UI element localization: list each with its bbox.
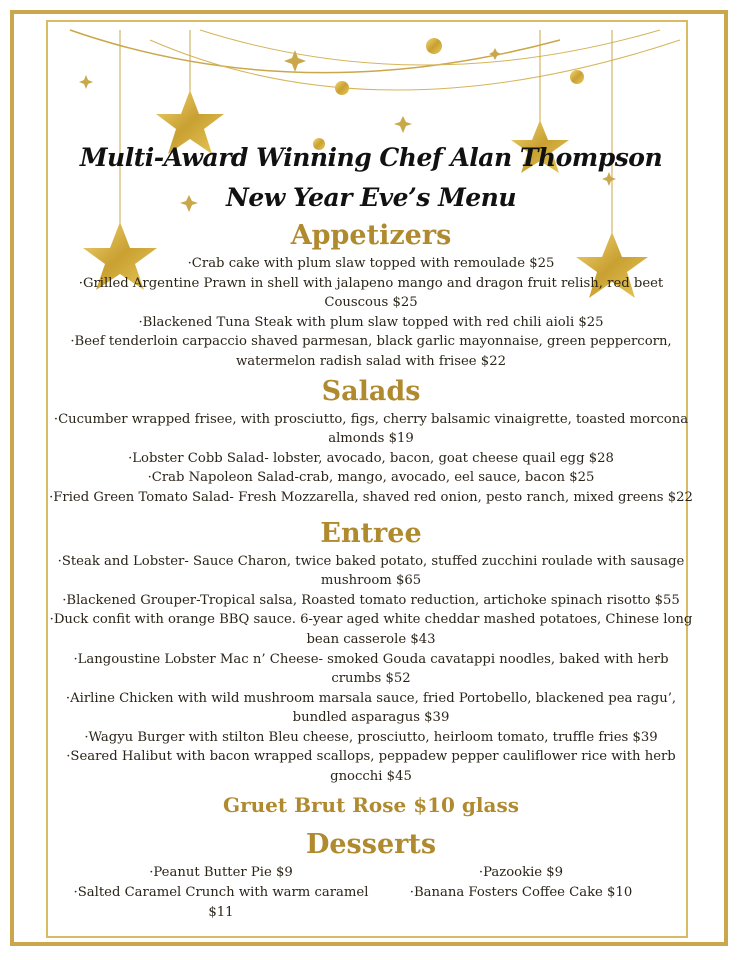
list-item: ·Fried Green Tomato Salad- Fresh Mozzarella, shaved red onion, pesto ranch, mixed greens $22 (49, 489, 693, 505)
list-item: ·Banana Fosters Coffee Cake $10 (409, 884, 633, 900)
list-item: ·Lobster Cobb Salad- lobster, avocado, bacon, goat cheese quail egg $28 (128, 450, 614, 466)
salads-list (48, 410, 694, 508)
list-item: ·Duck confit with orange BBQ sauce. 6-year aged white cheddar mashed potatoes, Chinese long bean casserole $43 (49, 612, 693, 647)
list-item: ·Crab cake with plum slaw topped with remoulade $25 (187, 256, 555, 271)
list-item: ·Seared Halibut with bacon wrapped scallops, peppadew pepper cauliflower rice with herb gnocchi $45 (66, 749, 676, 785)
appetizers-list (48, 254, 694, 372)
list-item: ·Peanut Butter Pie $9 (149, 864, 293, 880)
list-item: ·Pazookie $9 (478, 864, 564, 880)
list-item: ·Crab Napoleon Salad-crab, mango, avocado, eel sauce, bacon $25 (147, 470, 595, 486)
entree-list (48, 552, 694, 787)
wine-special: Gruet Brut Rose $10 glass (223, 792, 519, 817)
menu-content (48, 138, 694, 923)
list-item: ·Beef tenderloin carpaccio shaved parmesan, black garlic mayonnaise, green peppercorn, watermelon radish salad with frisee $22 (70, 334, 672, 369)
list-item: ·Grilled Argentine Prawn in shell with jalapeno mango and dragon fruit relish, red beet Couscous $25 (78, 275, 664, 311)
menu-title-line1: Multi-Award Winning Chef Alan Thompson (79, 143, 663, 172)
list-item: ·Langoustine Lobster Mac n’ Cheese- smoked Gouda cavatappi noodles, baked with herb crumbs $52 (73, 651, 669, 687)
menu-title-line2: New Year Eve’s Menu (225, 183, 517, 212)
desserts-heading: Desserts (305, 828, 437, 860)
list-item: ·Cucumber wrapped frisee, with prosciutto, figs, cherry balsamic vinaigrette, toasted morcona almonds $19 (53, 411, 689, 447)
desserts-list (71, 863, 671, 923)
list-item: ·Blackened Grouper-Tropical salsa, Roasted tomato reduction, artichoke spinach risotto $55 (62, 592, 680, 608)
salads-heading: Salads (321, 375, 421, 407)
entree-heading: Entree (320, 517, 422, 549)
list-item: ·Salted Caramel Crunch with warm caramel $11 (73, 884, 369, 920)
list-item: ·Steak and Lobster- Sauce Charon, twice baked potato, stuffed zucchini roulade with sausage mushroom $65 (57, 553, 685, 589)
appetizers-heading: Appetizers (290, 220, 452, 251)
list-item: ·Blackened Tuna Steak with plum slaw topped with red chili aioli $25 (138, 314, 604, 330)
list-item: ·Wagyu Burger with stilton Bleu cheese, prosciutto, heirloom tomato, truffle fries $39 (84, 729, 658, 745)
desserts-right-column (371, 863, 671, 923)
list-item: ·Airline Chicken with wild mushroom marsala sauce, fried Portobello, blackened pea ragu’, bundled asparagus $39 (65, 690, 677, 726)
desserts-left-column (71, 863, 371, 923)
